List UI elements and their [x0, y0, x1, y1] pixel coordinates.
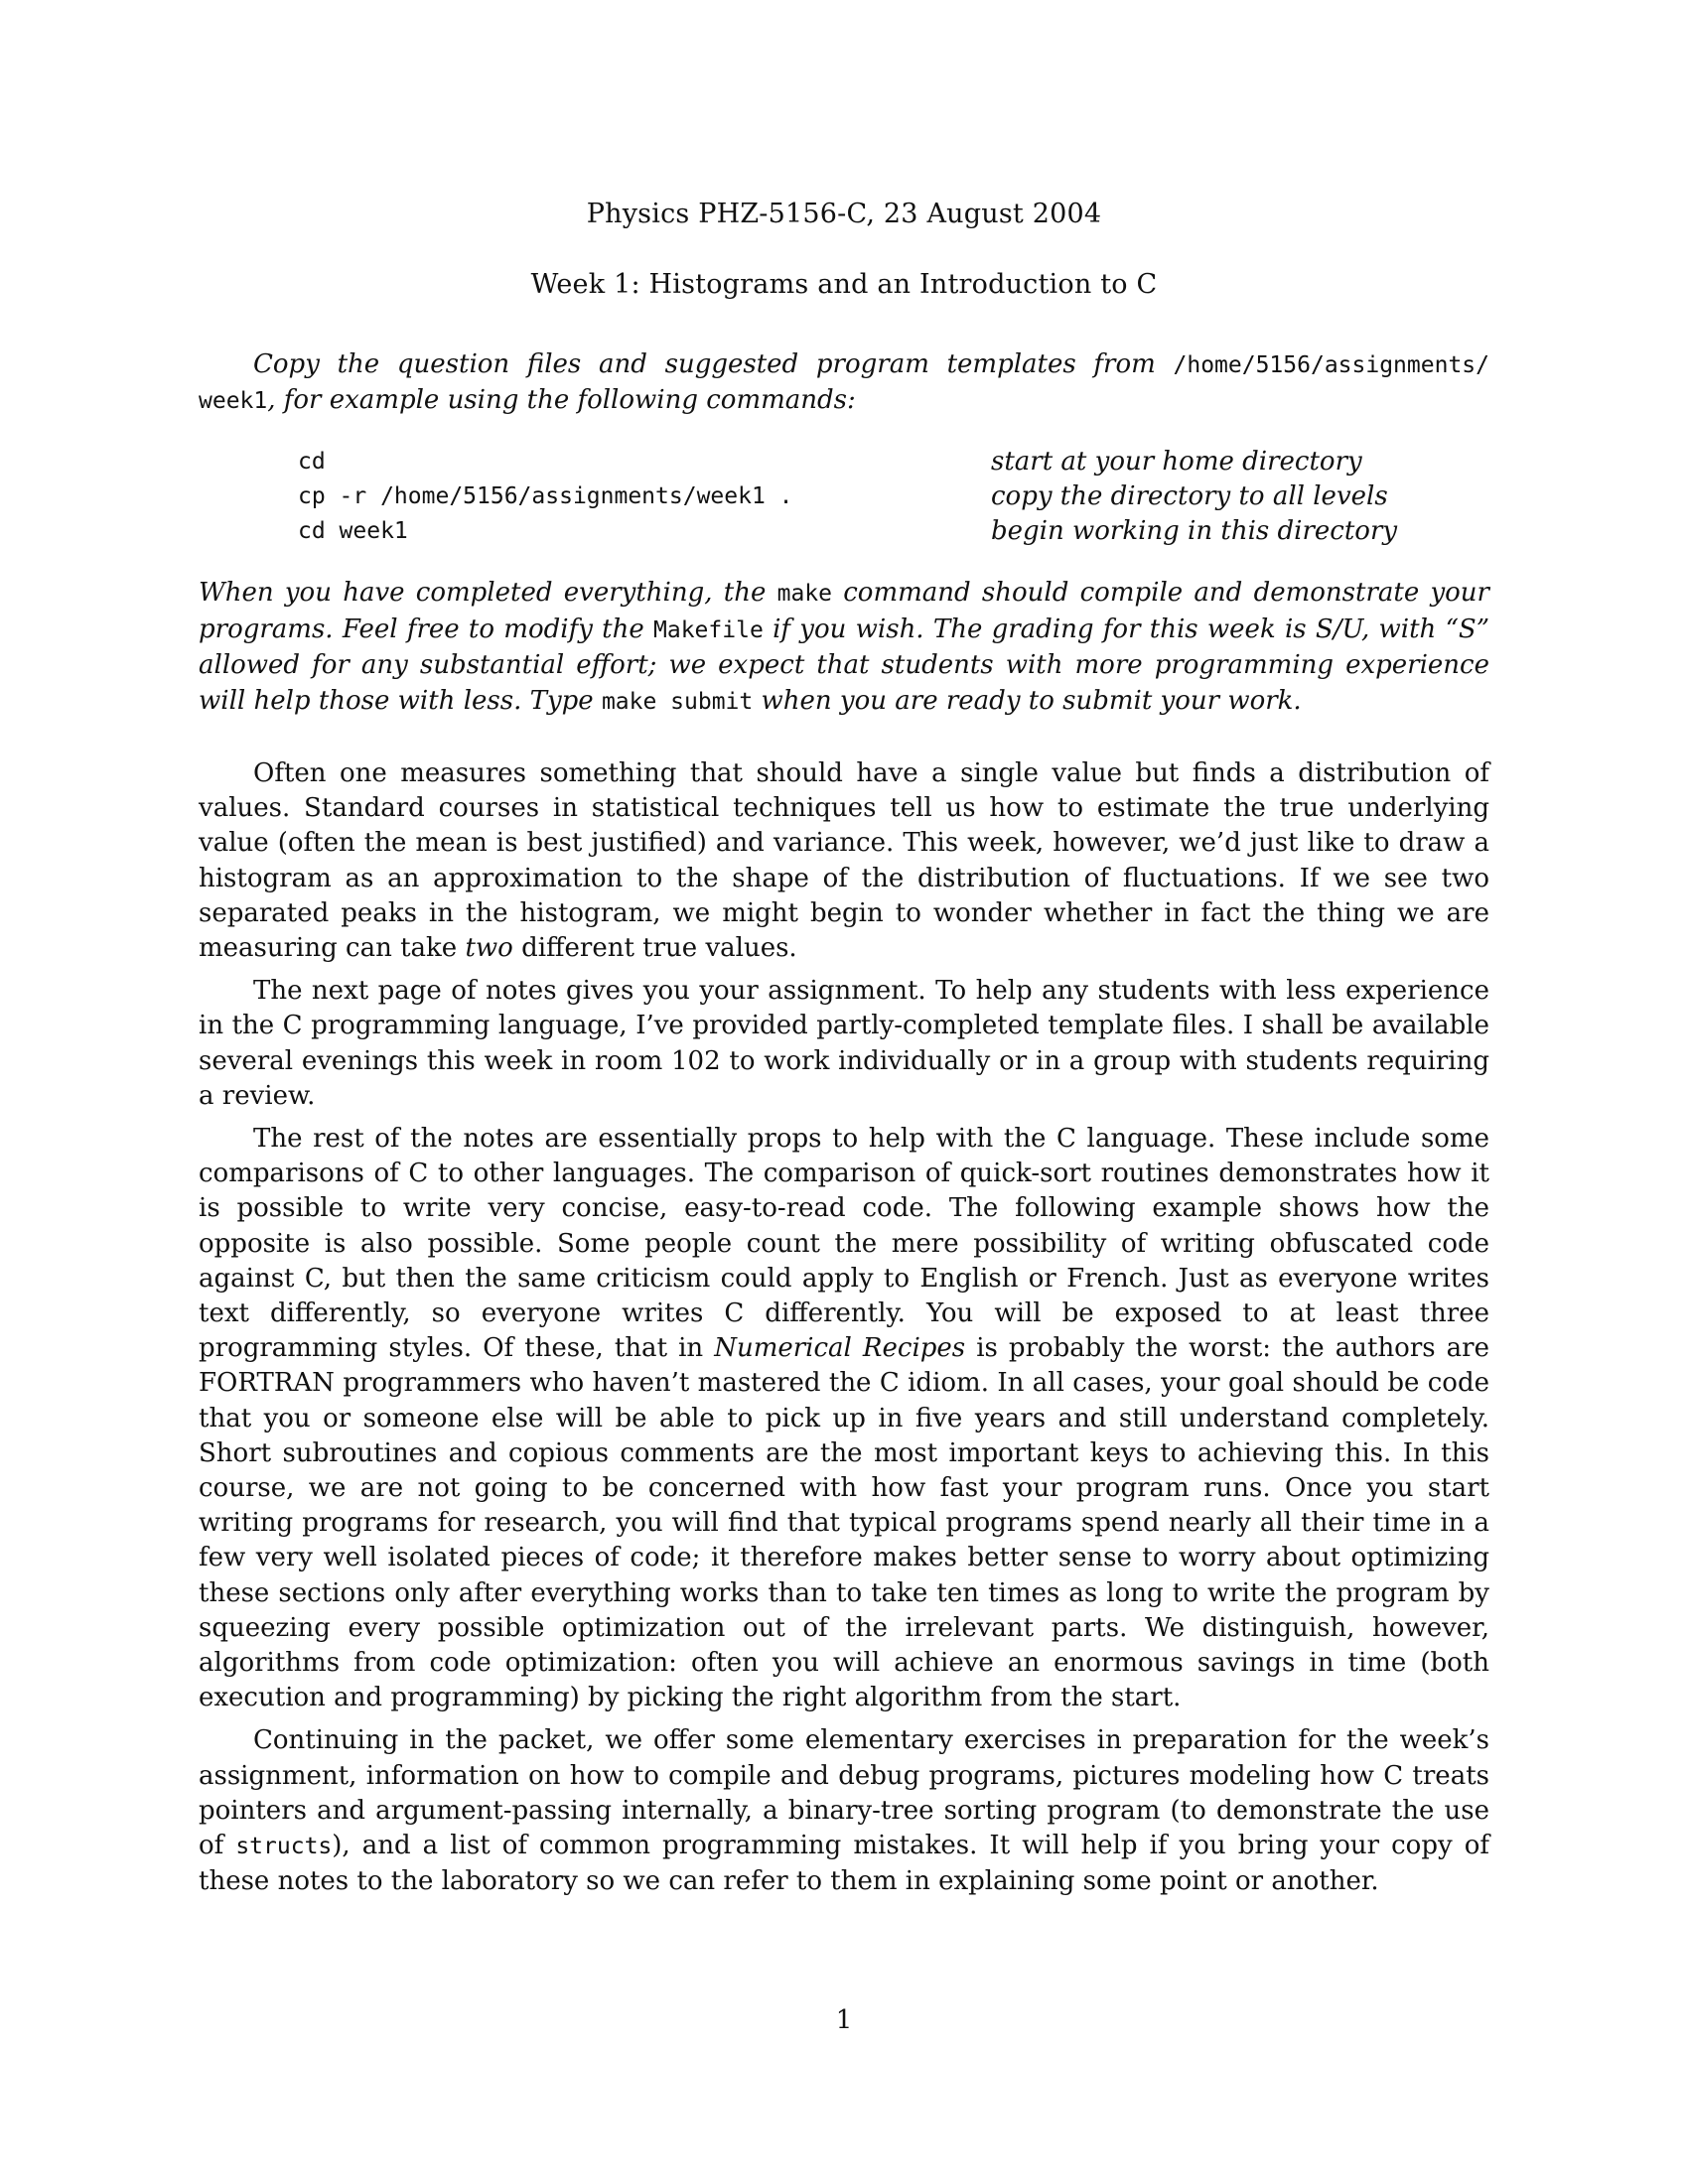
- command-description: copy the directory to all levels: [991, 481, 1388, 511]
- make-command: make: [776, 581, 832, 607]
- instructions-note: [199, 576, 1489, 720]
- structs-code: structs: [235, 1834, 333, 1860]
- paragraph-text: different true values.: [512, 933, 797, 964]
- paragraph-c-language: [199, 1122, 1489, 1715]
- command-code: cd: [298, 449, 326, 475]
- note-text: when you are ready to submit your work.: [753, 685, 1302, 716]
- paragraph-text: ), and a list of common programming mistakes. It will help if you bring your copy of these notes to the laboratory so we can refer to them in explaining some point or another.: [199, 1831, 1489, 1897]
- command-row: [298, 445, 1450, 479]
- paragraph-text: Continuing in the packet, we offer some elementary exercises in preparation for the week’s assignment, information on how to compile and debug programs, pictures modeling how C treats pointers and argument-passing internally, a binary-tree sorting program (to demonstrate the use of: [199, 1725, 1489, 1861]
- assignment-path: /home/5156/assignments/ week1: [199, 352, 1489, 414]
- paragraph-packet: [199, 1723, 1489, 1899]
- command-description: begin working in this directory: [991, 516, 1398, 546]
- body-text: [199, 756, 1489, 1908]
- paragraph-text: programmers who haven’t mastered the C idiom. In all cases, your goal should be code that you or someone else will be able to pick up in five years and still understand completely. Short subroutines and copious comments are the most important keys to achieving this. In this course, we are not going to be concerned with how fast your program runs. Once you start writing programs for research, you will find that typical programs spend nearly all their time in a few very well isolated pieces of code; it therefore makes better sense to worry about optimizing these sections only after everything works than to take ten times as long to write the program by squeezing every possible optimization out of the irrelevant parts. We distinguish, however, algorithms from code optimization: often you will achieve an enormous savings in time (both execution and programming) by picking the right algorithm from the start.: [199, 1368, 1489, 1713]
- makefile-name: Makefile: [653, 616, 764, 643]
- intro-text-end: , for example using the following commands:: [267, 385, 856, 415]
- note-text: command should compile and demonstrate your programs. Feel free to modify the: [199, 578, 1489, 644]
- paragraph-distribution: [199, 756, 1489, 966]
- note-text: if you wish. The grading for this week is S/U, with “S” allowed for any substantial effort; we expect that students with more programming experience will help those with less. Type: [199, 614, 1489, 716]
- paragraph-text: is probably the worst: the authors are: [965, 1333, 1489, 1364]
- document-subtitle: Week 1: Histograms and an Introduction to C: [530, 269, 1158, 300]
- paragraph-text: The rest of the notes are essentially props to help with the C language. These include some comparisons of C to other languages. The comparison of quick-sort routines demonstrates how it is possible to write very concise, easy-to-read code. The following example shows how the opposite is also possible. Some people count the mere possibility of writing obfuscated code against C, but then the same criticism could apply to English or French. Just as everyone writes text differently, so everyone writes C differently. You will be exposed to at least three programming styles. Of these, that in: [199, 1124, 1489, 1364]
- command-row: [298, 514, 1450, 549]
- make-submit-command: make submit: [601, 688, 754, 715]
- command-code: cd week1: [298, 518, 408, 544]
- book-title: Numerical Recipes: [714, 1333, 966, 1364]
- emphasis-two: two: [465, 933, 513, 964]
- document-title: Physics PHZ-5156-C, 23 August 2004: [586, 199, 1102, 229]
- paragraph-assignment: The next page of notes gives you your assignment. To help any students with less experience in the C programming language, I’ve provided partly-completed template files. I shall be available several evenings this week in room 102 to work individually or in a group with students requiring a review.: [199, 976, 1489, 1111]
- intro-text: Copy the question files and suggested program templates from: [253, 349, 1174, 379]
- command-description: start at your home directory: [991, 447, 1362, 477]
- command-code: cp -r /home/5156/assignments/week1 .: [298, 483, 793, 509]
- command-row: [298, 479, 1450, 514]
- page-number: 1: [835, 2005, 853, 2035]
- intro-paragraph: [199, 347, 1489, 419]
- note-text: When you have completed everything, the: [199, 578, 777, 608]
- paragraph-text: Often one measures something that should have a single value but finds a distribution of values. Standard courses in statistical techniques tell us how to estimate the true underlying value (often the mean is best justified) and variance. This week, however, we’d just like to draw a histogram as an approximation to the shape of the distribution of fluctuations. If we see two separated peaks in the histogram, we might begin to wonder whether in fact the thing we are measuring can take: [199, 758, 1489, 964]
- command-list: [298, 445, 1450, 549]
- fortran-term: FORTRAN: [199, 1368, 335, 1399]
